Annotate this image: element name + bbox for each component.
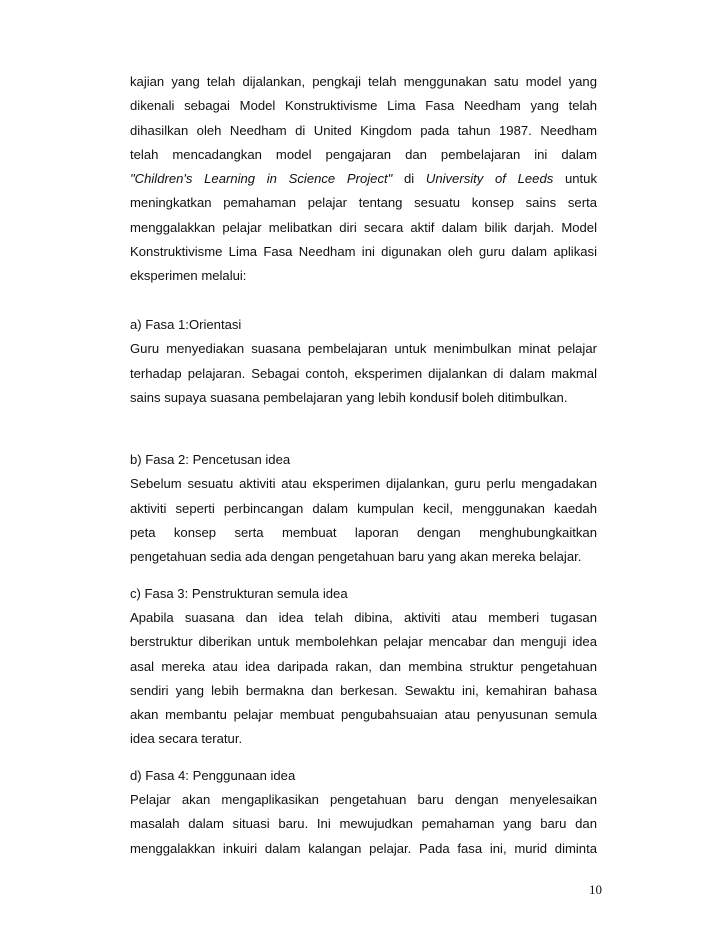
document-body	[130, 70, 597, 861]
text-line: akan membantu pelajar membuat pengubahsuaian atau penyusunan semula	[130, 707, 597, 723]
section-fasa-1	[130, 313, 597, 410]
text-line-with-emphasis	[130, 167, 597, 191]
section-heading: c) Fasa 3: Penstrukturan semula idea	[130, 585, 348, 601]
text-line: masalah dalam situasi baru. Ini mewujudkan pemahaman yang baru dan	[130, 816, 597, 832]
text-line: pengetahuan sedia ada dengan pengetahuan baru yang akan mereka belajar.	[130, 549, 582, 565]
text-line: berstruktur diberikan untuk membolehkan pelajar mencabar dan menguji idea	[130, 634, 597, 650]
text-line: dikenali sebagai Model Konstruktivisme Lima Fasa Needham yang telah	[130, 98, 597, 114]
text-line: Pelajar akan mengaplikasikan pengetahuan baru dengan menyelesaikan	[130, 792, 597, 808]
page-number: 10	[589, 882, 602, 897]
project-title: "Children's Learning in Science Project"	[130, 171, 393, 187]
text-line: idea secara teratur.	[130, 731, 243, 747]
text-fragment: di	[403, 171, 426, 187]
text-line: meningkatkan pemahaman pelajar tentang sesuatu konsep sains serta	[130, 195, 597, 211]
section-heading: a) Fasa 1:Orientasi	[130, 316, 242, 332]
text-line: asal mereka atau idea daripada rakan, dan membina struktur pengetahuan	[130, 658, 597, 674]
text-line: Guru menyediakan suasana pembelajaran untuk menimbulkan minat pelajar	[130, 341, 597, 357]
spacer	[130, 752, 597, 764]
text-line: telah mencadangkan model pengajaran dan pembelajaran ini dalam	[130, 146, 597, 162]
text-line: sendiri yang lebih bermakna dan berkesan. Sewaktu ini, kemahiran bahasa	[130, 682, 597, 698]
text-line: menggalakkan inkuiri dalam kalangan pelajar. Pada fasa ini, murid diminta	[130, 840, 597, 856]
text-line: kajian yang telah dijalankan, pengkaji telah menggunakan satu model yang	[130, 74, 597, 89]
text-line: Apabila suasana dan idea telah dibina, aktiviti atau memberi tugasan	[130, 609, 597, 625]
text-line: dihasilkan oleh Needham di United Kingdom pada tahun 1987. Needham	[130, 122, 597, 138]
text-line: peta konsep serta membuat laporan dengan menghubungkaitkan	[130, 525, 597, 541]
section-fasa-3	[130, 582, 597, 752]
spacer	[130, 570, 597, 582]
intro-paragraph	[130, 70, 597, 289]
text-line: terhadap pelajaran. Sebagai contoh, eksperimen dijalankan di dalam makmal	[130, 365, 597, 381]
text-line: Konstruktivisme Lima Fasa Needham ini digunakan oleh guru dalam aplikasi	[130, 244, 597, 260]
text-line: sains supaya suasana pembelajaran yang lebih kondusif boleh ditimbulkan.	[130, 389, 568, 405]
university-name: University of Leeds	[425, 171, 554, 187]
section-fasa-2	[130, 448, 597, 569]
text-line: menggalakkan pelajar melibatkan diri secara aktif dalam bilik darjah. Model	[130, 219, 597, 235]
section-fasa-4	[130, 764, 597, 861]
spacer	[130, 410, 597, 448]
text-line: eksperimen melalui:	[130, 268, 247, 284]
text-line: aktiviti seperti perbincangan dalam kumpulan kecil, menggunakan kaedah	[130, 500, 597, 516]
section-heading: d) Fasa 4: Penggunaan idea	[130, 767, 296, 783]
section-heading: b) Fasa 2: Pencetusan idea	[130, 452, 291, 468]
text-line: Sebelum sesuatu aktiviti atau eksperimen dijalankan, guru perlu mengadakan	[130, 476, 597, 492]
spacer	[130, 289, 597, 313]
text-fragment: untuk	[564, 171, 597, 187]
